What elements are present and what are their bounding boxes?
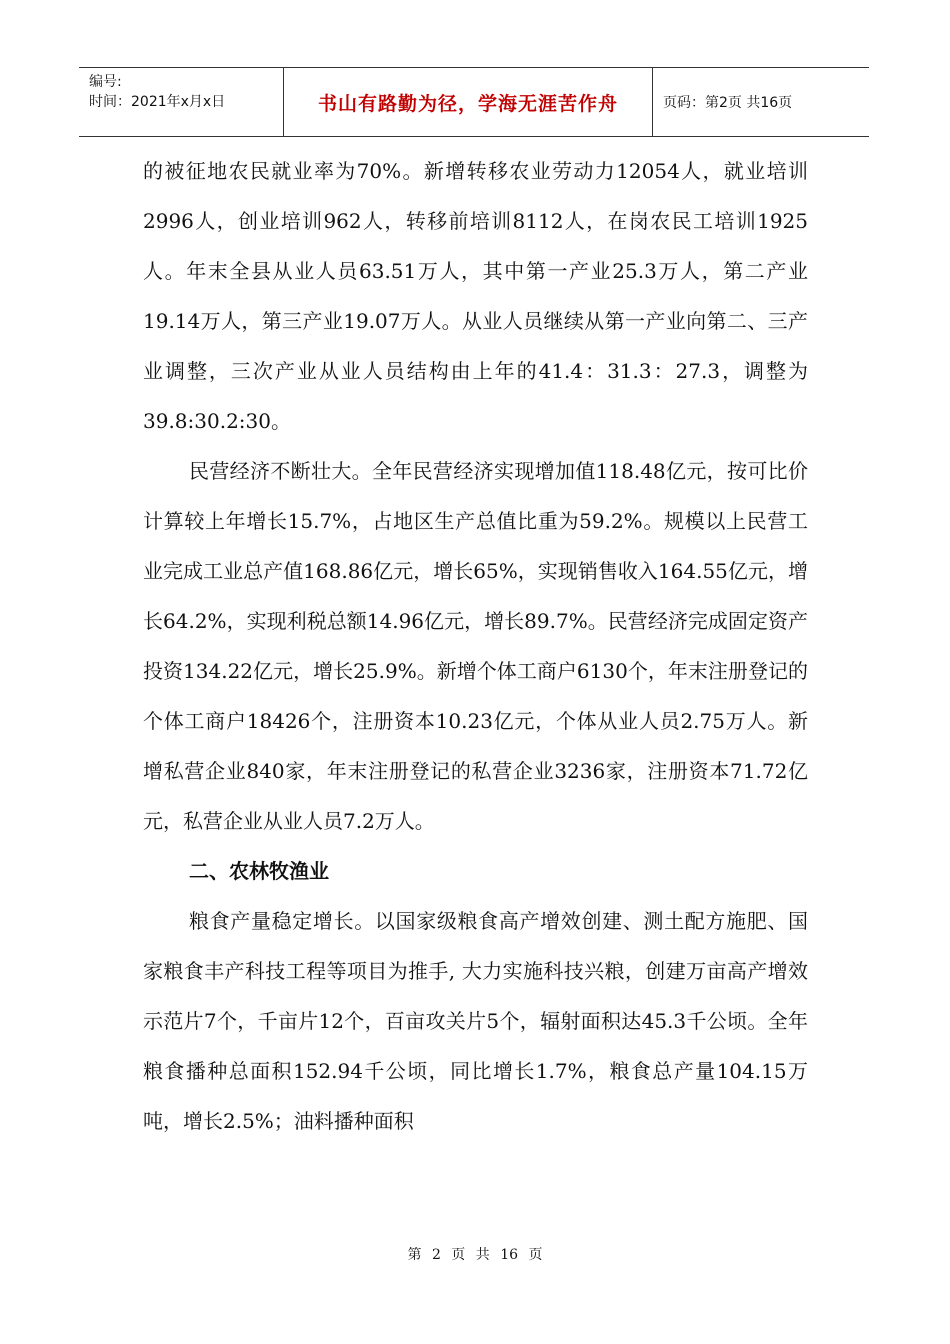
header-meta [79, 68, 283, 136]
body-paragraph: 的被征地农民就业率为70%。新增转移农业劳动力12054人，就业培训2996人，创业培训962人，转移前培训8112人，在岗农民工培训1925人。年末全县从业人员63.51万人，其中第一产业25.3万人，第二产业19.14万人，第三产业19.07万人。从业人员继续从第一产业向第二、三产业调整，三次产业从业人员结构由上年的41.4：31.3：27.3，调整为39.8:30.2:30。 [143, 159, 808, 433]
serial-label: 编号: [89, 74, 122, 90]
page-header [79, 67, 869, 137]
document-body [143, 146, 808, 1146]
page-footer: 第 2 页 共 16 页 [407, 1247, 543, 1263]
body-paragraph: 粮食产量稳定增长。以国家级粮食高产增效创建、测土配方施肥、国家粮食丰产科技工程等项目为推手, 大力实施科技兴粮，创建万亩高产增效示范片7个，千亩片12个，百亩攻关片5个，辐射面积达45.3千公顷。全年粮食播种总面积152.94千公顷，同比增长1.7%，粮食总产量104.15万吨，增长2.5%；油料播种面积 [143, 909, 808, 1133]
header-page-info: 页码：第2页 共16页 [663, 95, 793, 111]
body-paragraph: 民营经济不断壮大。全年民营经济实现增加值118.48亿元，按可比价计算较上年增长15.7%，占地区生产总值比重为59.2%。规模以上民营工业完成工业总产值168.86亿元，增长65%，实现销售收入164.55亿元，增长64.2%，实现利税总额14.96亿元，增长89.7%。民营经济完成固定资产投资134.22亿元，增长25.9%。新增个体工商户6130个，年末注册登记的个体工商户18426个，注册资本10.23亿元，个体从业人员2.75万人。新增私营企业840家，年末注册登记的私营企业3236家，注册资本71.72亿元，私营企业从业人员7.2万人。 [143, 459, 808, 833]
date-label: 时间：2021年x月x日 [89, 94, 226, 110]
section-heading: 二、农林牧渔业 [189, 859, 329, 883]
header-motto: 书山有路勤为径，学海无涯苦作舟 [283, 68, 653, 136]
